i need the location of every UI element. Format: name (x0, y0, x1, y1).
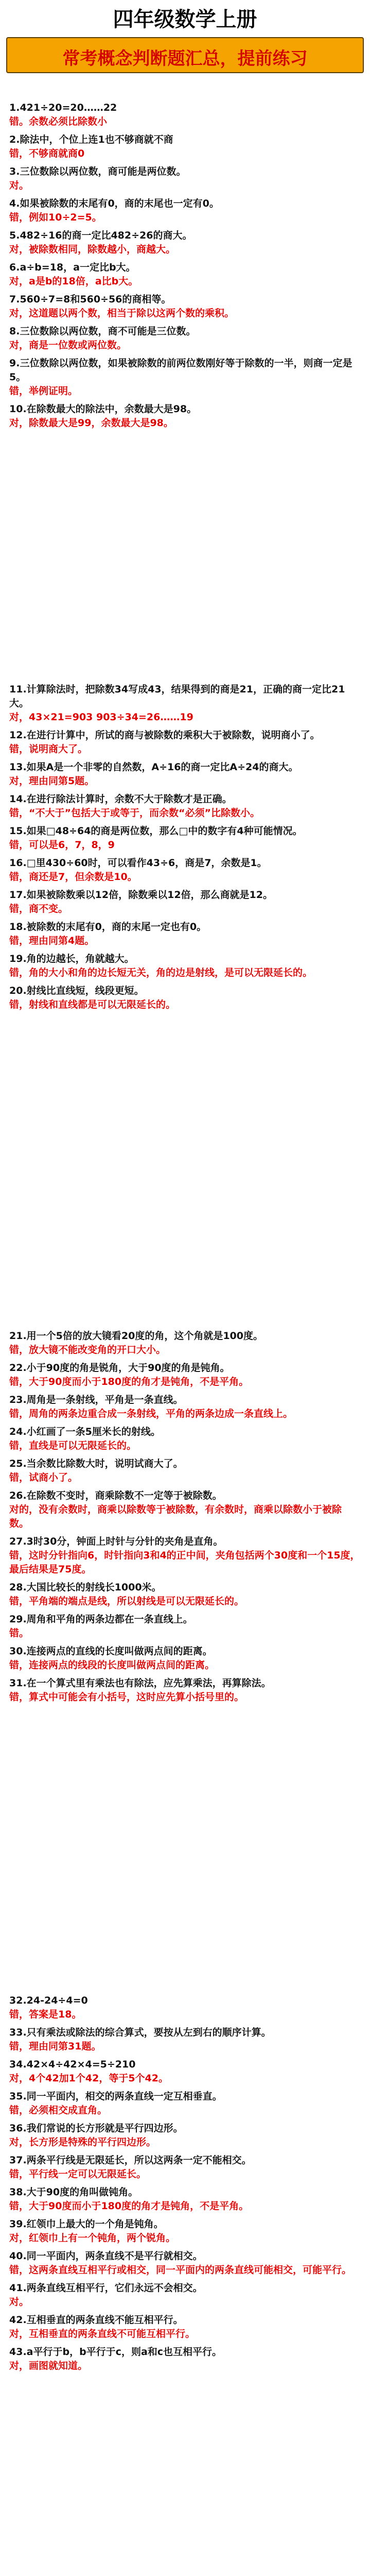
answer-text: 错，说明商大了。 (9, 743, 88, 755)
question-item (9, 2154, 361, 2181)
question-text: 6.a÷b=18，a一定比b大。 (9, 262, 136, 273)
question-item (9, 2058, 361, 2086)
answer-text: 错，平行线一定可以无限延长。 (9, 2168, 147, 2180)
answer-text: 对。 (9, 2296, 29, 2308)
answer-text: 对，4个42加1个42，等于5个42。 (9, 2073, 168, 2084)
answer-text: 错，答案是18。 (9, 2009, 82, 2020)
question-text: 15.如果□48÷64的商是两位数，那么□中的数字有4种可能情况。 (9, 825, 303, 837)
answer-text: 错，直线是可以无限延长的。 (9, 1440, 137, 1451)
answer-text: 错，可以是6，7，8，9 (9, 839, 115, 851)
answer-text: 错，必须相交成直角。 (9, 2105, 108, 2116)
banner-text: 常考概念判断题汇总，提前练习 (62, 48, 308, 69)
question-item (9, 1994, 361, 2022)
answer-text: 错，射线和直线都是可以无限延长的。 (9, 999, 176, 1010)
question-text: 31.在一个算式里有乘法也有除法，应先算乘法，再算除法。 (9, 1677, 271, 1689)
answer-text: 错，试商小了。 (9, 1472, 78, 1483)
question-item (9, 325, 361, 352)
question-item (9, 1457, 361, 1485)
question-text: 2.除法中，个位上连1也不够商就不商 (9, 134, 173, 145)
answer-text: 错，大于90度而小于180度的角才是钝角，不是平角。 (9, 1376, 249, 1387)
question-text: 3.三位数除以两位数，商可能是两位数。 (9, 166, 186, 177)
page-title: 四年级数学上册 (113, 8, 257, 31)
answer-text: 对的，没有余数时，商乘以除数等于被除数，有余数时，商乘以除数小于被除数。 (9, 1504, 342, 1529)
question-item (9, 2249, 361, 2277)
question-item (9, 165, 361, 193)
question-item (9, 728, 361, 756)
answer-text: 对，43×21=903 903÷34=26……19 (9, 711, 193, 723)
question-text: 12.在进行计算中，所试的商与被除数的乘积大于被除数，说明商小了。 (9, 730, 320, 741)
question-item (9, 1613, 361, 1640)
answer-text: 错。余数必须比除数小 (9, 116, 108, 127)
answer-text: 对。 (9, 180, 29, 191)
answer-text: 错，算式中可能会有小括号，这时应先算小括号里的。 (9, 1691, 244, 1703)
question-text: 18.被除数的末尾有0，商的末尾一定也有0。 (9, 921, 207, 933)
answer-text: 错，角的大小和角的边长短无关，角的边是射线，是可以无限延长的。 (9, 967, 313, 978)
question-text: 43.a平行于b，b平行于c，则a和c也互相平行。 (9, 2346, 222, 2358)
question-item (9, 2090, 361, 2117)
question-text: 42.互相垂直的两条直线不能互相平行。 (9, 2314, 183, 2326)
question-section (9, 1329, 361, 1704)
answer-text: 错，这时分针指向6，时针指向3和4的正中间，夹角包括两个30度和一个15度，最后结果是75度。 (9, 1550, 360, 1575)
question-section (9, 1994, 361, 2373)
question-item (9, 357, 361, 398)
question-text: 38.大于90度的角叫做钝角。 (9, 2187, 138, 2198)
question-item (9, 2185, 361, 2213)
answer-text: 对，画图就知道。 (9, 2360, 88, 2371)
question-text: 26.在除数不变时，商乘除数不一定等于被除数。 (9, 1490, 222, 1501)
question-text: 34.42×4÷42×4=5÷210 (9, 2059, 136, 2070)
question-text: 4.如果被除数的末尾有0，商的末尾也一定有0。 (9, 198, 219, 209)
question-item (9, 792, 361, 820)
answer-text: 错，这两条直线互相平行或相交，同一平面内的两条直线可能相交，可能平行。 (9, 2264, 352, 2276)
question-item (9, 2026, 361, 2054)
question-item (9, 1535, 361, 1577)
question-text: 30.连接两点的直线的长度叫做两点间的距离。 (9, 1646, 213, 1657)
answer-text: 对，红领巾上有一个钝角，两个锐角。 (9, 2232, 176, 2244)
question-text: 36.我们常说的长方形就是平行四边形。 (9, 2123, 183, 2134)
question-text: 9.三位数除以两位数，如果被除数的前两位数刚好等于除数的一半，则商一定是5。 (9, 358, 353, 383)
answer-text: 对，商是一位数或两位数。 (9, 340, 127, 351)
question-text: 11.计算除法时，把除数34写成43，结果得到的商是21，正确的商一定比21大。 (9, 684, 345, 709)
answer-text: 错，理由同第4题。 (9, 935, 95, 946)
question-item (9, 856, 361, 884)
question-text: 20.射线比直线短，线段更短。 (9, 985, 144, 996)
question-item (9, 293, 361, 320)
question-section (9, 683, 361, 1012)
question-text: 5.482÷16的商一定比482÷26的商大。 (9, 230, 192, 241)
question-text: 21.用一个5倍的放大镜看20度的角，这个角就是100度。 (9, 1330, 263, 1342)
question-item (9, 824, 361, 852)
answer-text: 错，举例证明。 (9, 385, 78, 397)
answer-text: 错，大于90度而小于180度的角才是钝角，不是平角。 (9, 2200, 249, 2212)
answer-text: 对，长方形是特殊的平行四边形。 (9, 2137, 156, 2148)
question-text: 29.周角和平角的两条边都在一条直线上。 (9, 1614, 193, 1625)
question-text: 22.小于90度的角是锐角，大于90度的角是钝角。 (9, 1362, 230, 1374)
question-text: 33.只有乘法或除法的综合算式，要按从左到右的顺序计算。 (9, 2027, 271, 2038)
question-item (9, 261, 361, 289)
banner (6, 37, 364, 73)
question-text: 35.同一平面内，相交的两条直线一定互相垂直。 (9, 2091, 222, 2102)
question-item (9, 683, 361, 724)
question-item (9, 133, 361, 161)
question-text: 39.红领巾上最大的一个角是钝角。 (9, 2218, 164, 2230)
question-text: 8.三位数除以两位数，商不可能是三位数。 (9, 326, 196, 337)
question-text: 1.421÷20=20……22 (9, 102, 117, 113)
answer-text: 错，平角端的端点是线，所以射线是可以无限延长的。 (9, 1596, 244, 1607)
question-item (9, 2281, 361, 2309)
question-item (9, 101, 361, 129)
question-item (9, 2122, 361, 2149)
answer-text: 错，放大镜不能改变角的开口大小。 (9, 1344, 166, 1355)
question-item (9, 2313, 361, 2341)
answer-text: 错，商不变。 (9, 903, 68, 914)
question-text: 41.两条直线互相平行，它们永远不会相交。 (9, 2282, 203, 2294)
answer-text: 错，连接两点的线段的长度叫做两点间的距离。 (9, 1659, 215, 1671)
question-text: 24.小红画了一条5厘米长的射线。 (9, 1426, 161, 1437)
question-item (9, 952, 361, 980)
answer-text: 对，除数最大是99，余数最大是98。 (9, 417, 173, 429)
question-item (9, 1645, 361, 1672)
question-item (9, 760, 361, 788)
question-item (9, 229, 361, 257)
question-item (9, 984, 361, 1012)
answer-text: 对，这道题以两个数，相当于除以这两个数的乘积。 (9, 308, 235, 319)
question-item (9, 1581, 361, 1608)
question-item (9, 1393, 361, 1421)
question-text: 13.如果A是一个非零的自然数，A÷16的商一定比A÷24的商大。 (9, 761, 298, 773)
question-item (9, 402, 361, 430)
question-text: 16.□里430÷60时，可以看作43÷6，商是7，余数是1。 (9, 857, 267, 869)
question-item (9, 1425, 361, 1453)
answer-text: 对，被除数相同，除数越小，商越大。 (9, 244, 176, 255)
question-item (9, 1676, 361, 1704)
question-item (9, 1329, 361, 1357)
question-item (9, 1489, 361, 1531)
question-text: 25.当余数比除数大时，说明试商大了。 (9, 1458, 183, 1469)
question-text: 40.同一平面内，两条直线不是平行就相交。 (9, 2250, 203, 2262)
question-text: 10.在除数最大的除法中，余数最大是98。 (9, 403, 197, 415)
question-item (9, 2217, 361, 2245)
question-item (9, 2345, 361, 2373)
question-item (9, 920, 361, 948)
question-text: 28.大国比较长的射线长1000米。 (9, 1582, 162, 1593)
answer-text: 错，不够商就商0 (9, 148, 85, 159)
question-text: 17.如果被除数乘以12倍，除数乘以12倍，那么商就是12。 (9, 889, 273, 901)
answer-text: 错，商还是7，但余数是10。 (9, 871, 137, 883)
answer-text: 对，a是b的18倍，a比b大。 (9, 276, 138, 287)
answer-text: 错，例如10÷2=5。 (9, 212, 102, 223)
question-text: 27.3时30分，钟面上时针与分针的夹角是直角。 (9, 1536, 223, 1547)
answer-text: 错，“不大于”包括大于或等于，而余数“必须”比除数小。 (9, 807, 260, 819)
question-text: 23.周角是一条射线，平角是一条直线。 (9, 1394, 183, 1405)
question-item (9, 1361, 361, 1389)
question-text: 37.两条平行线是无限延长，所以这两条一定不能相交。 (9, 2155, 252, 2166)
question-item (9, 888, 361, 916)
answer-text: 错，周角的两条边重合成一条射线，平角的两条边成一条直线上。 (9, 1408, 293, 1419)
answer-text: 错，理由同第31题。 (9, 2041, 101, 2052)
question-section (9, 101, 361, 430)
question-item (9, 197, 361, 225)
question-text: 14.在进行除法计算时，余数不大于除数才是正确。 (9, 793, 232, 805)
question-text: 32.24-24÷4=0 (9, 1995, 88, 2006)
answer-text: 错。 (9, 1628, 29, 1639)
answer-text: 对，理由同第5题。 (9, 775, 95, 787)
question-text: 7.560÷7=8和560÷56的商相等。 (9, 294, 171, 305)
question-text: 19.角的边越长，角就越大。 (9, 953, 134, 964)
answer-text: 对，互相垂直的两条直线不可能互相平行。 (9, 2328, 196, 2340)
